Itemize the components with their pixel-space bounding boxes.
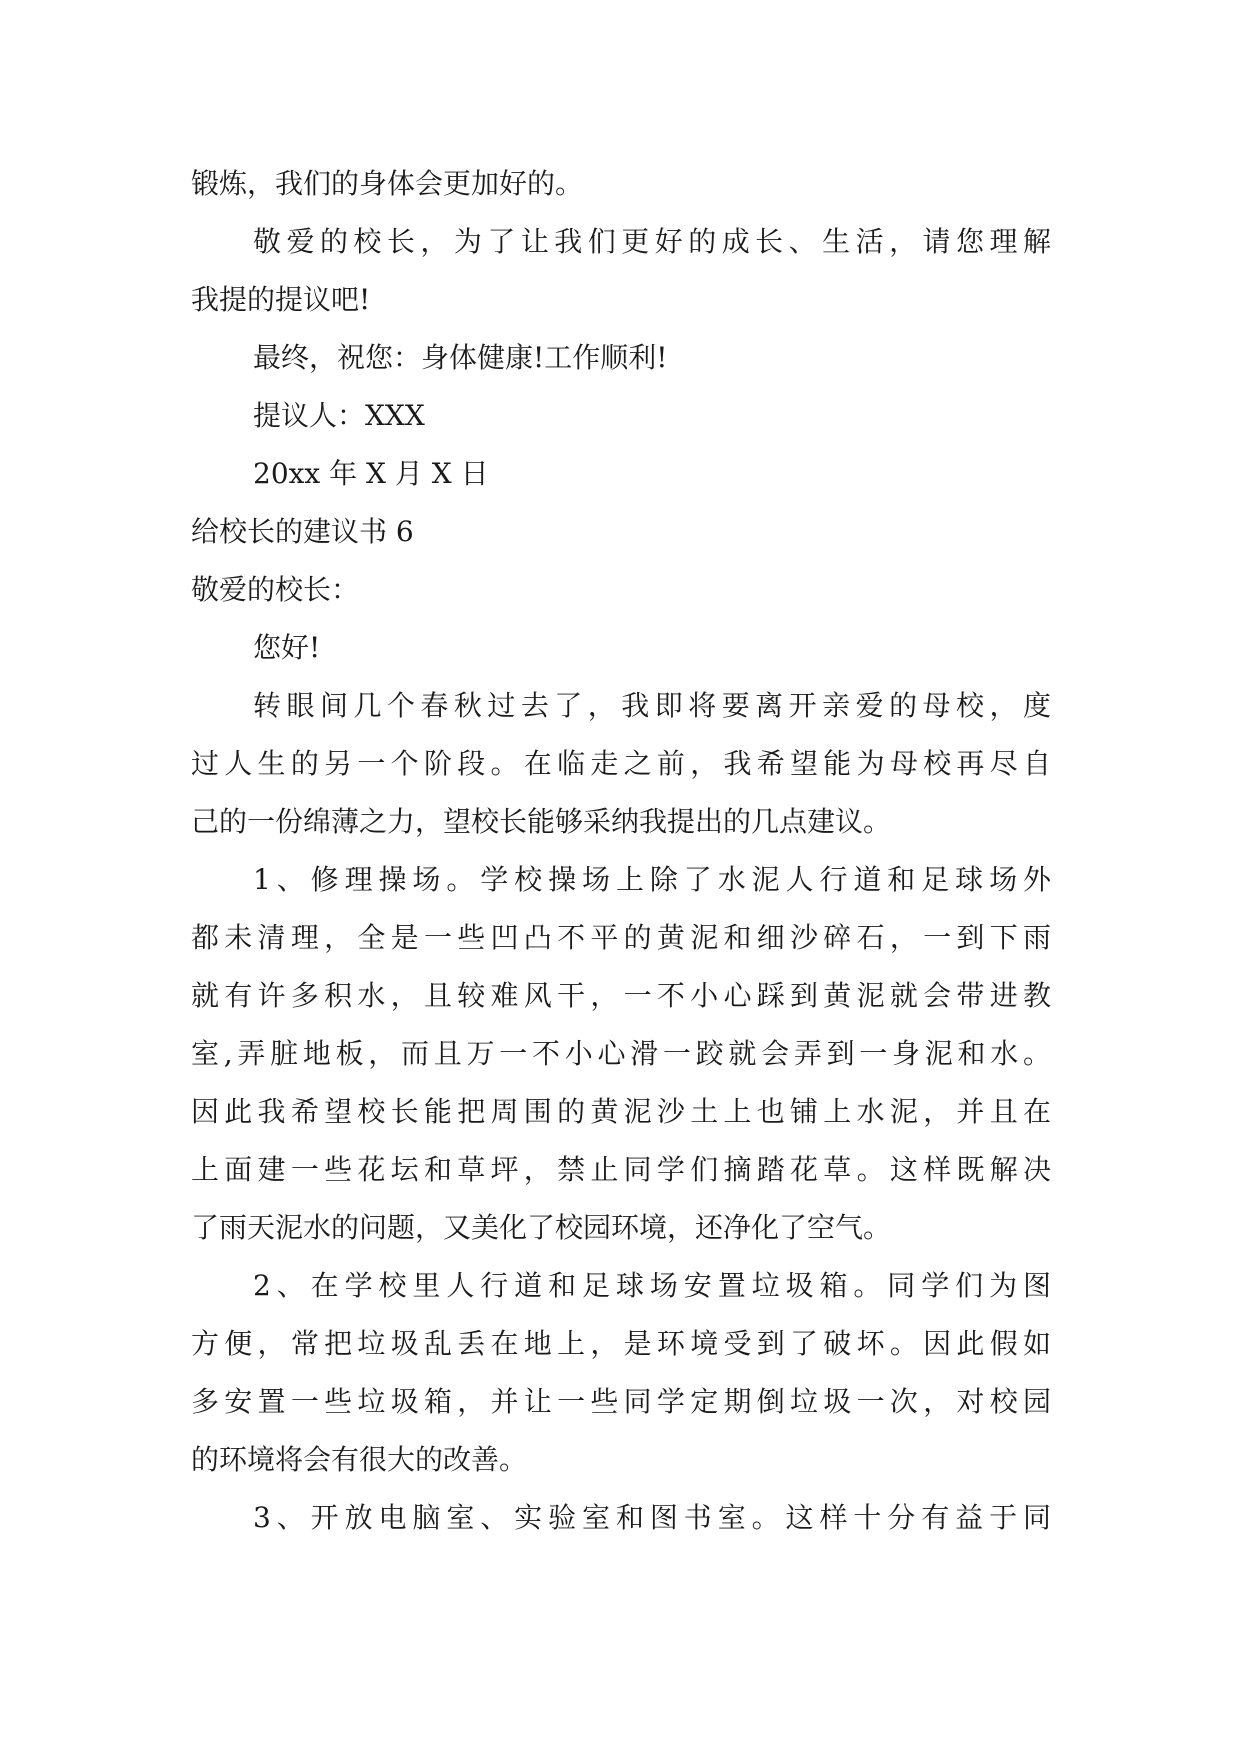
section-title: 给校长的建议书 6 xyxy=(191,515,414,548)
text-line: 方便，常把垃圾乱丢在地上，是环境受到了破坏。因此假如 xyxy=(191,1327,1051,1360)
text-line: 3、开放电脑室、实验室和图书室。这样十分有益于同 xyxy=(253,1501,1051,1534)
text-line: 提议人：XXX xyxy=(253,399,425,432)
text-line: 最终，祝您：身体健康!工作顺利! xyxy=(253,341,668,374)
text-line: 都未清理，全是一些凹凸不平的黄泥和细沙碎石，一到下雨 xyxy=(191,921,1051,954)
text-line: 2、在学校里人行道和足球场安置垃圾箱。同学们为图 xyxy=(253,1269,1051,1302)
text-line: 己的一份绵薄之力，望校长能够采纳我提出的几点建议。 xyxy=(191,805,892,838)
text-line: 室,弄脏地板，而且万一不小心滑一跤就会弄到一身泥和水。 xyxy=(191,1037,1051,1070)
text-line: 锻炼，我们的身体会更加好的。 xyxy=(191,167,584,200)
text-line: 了雨天泥水的问题，又美化了校园环境，还净化了空气。 xyxy=(191,1211,892,1244)
text-line: 1、修理操场。学校操场上除了水泥人行道和足球场外 xyxy=(253,863,1051,896)
text-line: 我提的提议吧! xyxy=(191,283,371,316)
text-line: 转眼间几个春秋过去了，我即将要离开亲爱的母校，度 xyxy=(253,689,1051,722)
greeting: 您好! xyxy=(253,631,321,664)
text-line: 过人生的另一个阶段。在临走之前，我希望能为母校再尽自 xyxy=(191,747,1051,780)
text-line: 就有许多积水，且较难风干，一不小心踩到黄泥就会带进教 xyxy=(191,979,1051,1012)
text-line: 的环境将会有很大的改善。 xyxy=(191,1443,528,1476)
text-line: 20xx 年 X 月 X 日 xyxy=(253,457,489,490)
text-line: 敬爱的校长，为了让我们更好的成长、生活，请您理解 xyxy=(253,225,1051,258)
text-line: 上面建一些花坛和草坪，禁止同学们摘踏花草。这样既解决 xyxy=(191,1153,1051,1186)
salutation: 敬爱的校长： xyxy=(191,573,360,606)
text-line: 多安置一些垃圾箱，并让一些同学定期倒垃圾一次，对校园 xyxy=(191,1385,1051,1418)
text-line: 因此我希望校长能把周围的黄泥沙土上也铺上水泥，并且在 xyxy=(191,1095,1051,1128)
